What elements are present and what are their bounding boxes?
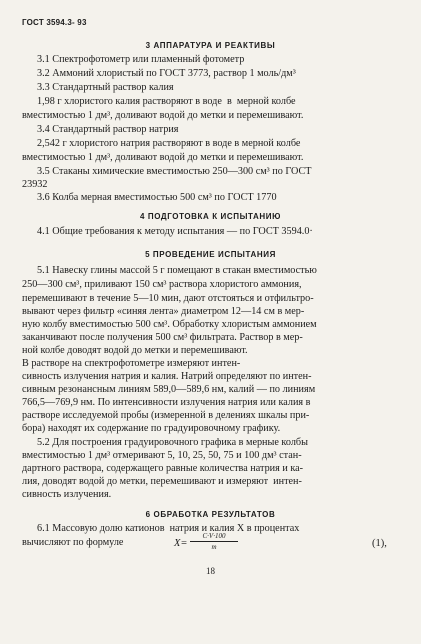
section-6-heading: 6 ОБРАБОТКА РЕЗУЛЬТАТОВ [145,510,276,519]
text-line: вместимостью 1 дм³, доливают водой до метки и перемешивают. [22,110,304,121]
section-5-heading: 5 ПРОВЕДЕНИЕ ИСПЫТАНИЯ [145,250,276,259]
text-line: вычисляют по формуле [22,537,124,548]
text-line: 6.1 Массовую долю катионов натрия и калия X в процентах [37,523,300,534]
formula-number: (1), [372,538,387,549]
formula-fraction [190,532,238,551]
text-line: 3.2 Аммоний хлористый по ГОСТ 3773, раствор 1 моль/дм³ [37,68,296,79]
text-line: 250—300 см³, приливают 150 см³ раствора хлористого аммония, [22,279,302,290]
text-line: сивным резонансным линиям 589,0—589,6 нм, калий — по линиям [22,384,316,395]
text-line: заканчивают после получения 500 см³ фильтрата. Раствор в мер- [22,332,303,343]
text-line: 2,542 г хлористого натрия растворяют в воде в мерной колбе [37,138,301,149]
text-line: 766,5—769,9 нм. По интенсивности излучения натрия или калия в [22,397,311,408]
section-3-heading: 3 АППАРАТУРА И РЕАКТИВЫ [145,41,276,50]
text-line: растворе исследуемой пробы (измеренной в делениях шкалы при- [22,410,310,421]
section-4-heading: 4 ПОДГОТОВКА К ИСПЫТАНИЮ [139,212,281,221]
formula-lhs: X= [174,538,188,549]
text-line: 3.4 Стандартный раствор натрия [37,124,179,135]
text-line: сивность излучения. [22,489,112,500]
text-line: 1,98 г хлористого калия растворяют в воде в мерной колбе [37,96,296,107]
text-line: 5.1 Навеску глины массой 5 г помещают в стакан вместимостью [37,265,317,276]
formula-denominator: m [211,543,217,551]
text-line: вместимостью 1 дм³, доливают водой до метки и перемешивают. [22,152,304,163]
text-line: вместимостью 1 дм³ отмеривают 5, 10, 25, 50, 75 и 100 дм³ стан- [22,450,302,461]
text-line: вывают через фильтр «синяя лента» диаметром 12—14 см в мер- [22,306,305,317]
text-line: лия, доводят водой до метки, перемешивают и измеряют интен- [22,476,302,487]
formula-numerator: C·V·100 [190,532,238,542]
text-line: дартного раствора, содержащего равные количества натрия и ка- [22,463,304,474]
text-line: В растворе на спектрофотометре измеряют интен- [22,358,241,369]
text-line: 3.3 Стандартный раствор калия [37,82,174,93]
text-line: перемешивают в течение 5—10 мин, дают отстояться и отфильтро- [22,293,314,304]
text-line: 3.6 Колба мерная вместимостью 500 см³ по ГОСТ 1770 [37,192,277,203]
page-number: 18 [206,566,215,576]
text-line: 5.2 Для построения градуировочного графика в мерные колбы [37,437,308,448]
text-line: сивность излучения натрия и калия. Натрий определяют по интен- [22,371,312,382]
text-line: 23932 [22,179,48,190]
running-header: ГОСТ 3594.3- 93 [22,18,87,27]
text-line: ную колбу вместимостью 500 см³. Обработку хлористым аммонием [22,319,317,330]
text-line: ной колбе доводят водой до метки и перемешивают. [22,345,248,356]
text-line: бора) находят их содержание по градуировочному графику. [22,423,281,434]
text-line: 3.5 Стаканы химические вместимостью 250—300 см³ по ГОСТ [37,166,312,177]
text-line: 4.1 Общие требования к методу испытания — по ГОСТ 3594.0· [37,226,313,237]
text-line: 3.1 Спектрофотометр или пламенный фотометр [37,54,245,65]
